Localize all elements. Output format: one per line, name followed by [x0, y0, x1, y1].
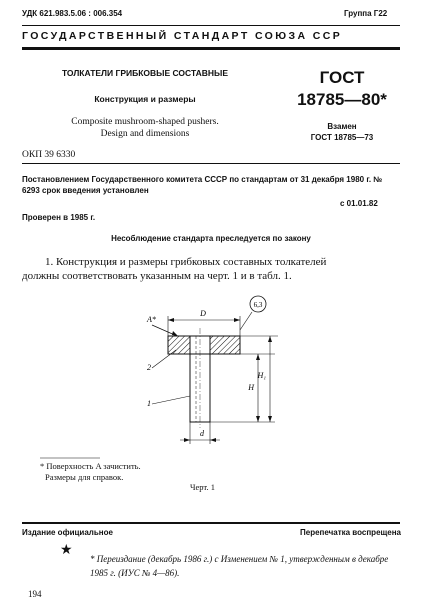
- h-arrow-bottom-icon: [256, 416, 260, 422]
- gost-label: ГОСТ: [319, 68, 365, 87]
- title-en: Composite mushroom-shaped pushers. Design and dimensions: [71, 117, 219, 139]
- h1-arrow-top-icon: [268, 336, 272, 342]
- surface-a-arrow-icon: [172, 331, 178, 336]
- d-small-label: d: [200, 429, 204, 438]
- footnote-reference: Размеры для справок.: [45, 472, 124, 482]
- footer-rule: [22, 522, 400, 524]
- h-arrow-top-icon: [256, 354, 260, 360]
- roughness-leader: [240, 312, 252, 330]
- h1-arrow-bottom-icon: [268, 416, 272, 422]
- d-small-arrow-left-icon: [184, 438, 190, 442]
- page-number: 194: [28, 589, 42, 599]
- part-2-leader: [152, 350, 176, 368]
- title-ru-sub: Конструкция и размеры: [94, 94, 196, 104]
- surface-a-label: A*: [147, 315, 156, 324]
- udc-code: УДК 621.983.5.06 : 006.354: [22, 9, 123, 18]
- decree-text: Постановлением Государственного комитета СССР по стандартам от 31 декабря 1980 г. № 6293 срок введения установлен: [22, 175, 383, 195]
- d-label: D: [200, 309, 206, 318]
- checked-year: Проверен в 1985 г.: [22, 213, 96, 222]
- footnote-surface-a: * Поверхность A зачистить.: [40, 461, 141, 471]
- part-1-label: 1: [147, 399, 151, 408]
- roughness-label: 6,3: [253, 301, 263, 309]
- figure-caption: Черт. 1: [190, 482, 216, 492]
- h1-label: H₁: [257, 371, 266, 380]
- d-arrow-right-icon: [234, 318, 240, 322]
- d-arrow-left-icon: [168, 318, 174, 322]
- reprint-notice: Перепечатка воспрещена: [300, 528, 401, 537]
- penalty-notice: Несоблюдение стандарта преследуется по закону: [111, 234, 311, 243]
- paragraph-1-line2: должны соответствовать указанным на черт. 1 и в табл. 1.: [22, 270, 292, 282]
- organization-title: ГОСУДАРСТВЕННЫЙ СТАНДАРТ СОЮЗА ССР: [22, 30, 343, 42]
- group-code: Группа Г22: [344, 9, 388, 18]
- part-2-label: 2: [147, 363, 151, 372]
- okp-code: ОКП 39 6330: [22, 150, 76, 160]
- star-icon: ★: [60, 543, 73, 558]
- official-edition: Издание официальное: [22, 528, 113, 537]
- paragraph-1-line1: 1. Конструкция и размеры грибковых составных толкателей: [45, 256, 327, 268]
- gost-number: 18785—80*: [297, 90, 387, 109]
- title-ru-main: ТОЛКАТЕЛИ ГРИБКОВЫЕ СОСТАВНЫЕ: [61, 68, 229, 78]
- d-small-arrow-right-icon: [210, 438, 216, 442]
- part-1-leader: [152, 396, 190, 404]
- instead-label: Взамен: [327, 122, 357, 131]
- h-label: H: [248, 383, 254, 392]
- effective-date: с 01.01.82: [340, 199, 378, 208]
- reissue-note: * Переиздание (декабрь 1986 г.) с Изменением № 1, утвержденным в декабре 1985 г. (ИУС № 4—86).: [90, 554, 389, 578]
- replaced-standard: ГОСТ 18785—73: [310, 133, 374, 142]
